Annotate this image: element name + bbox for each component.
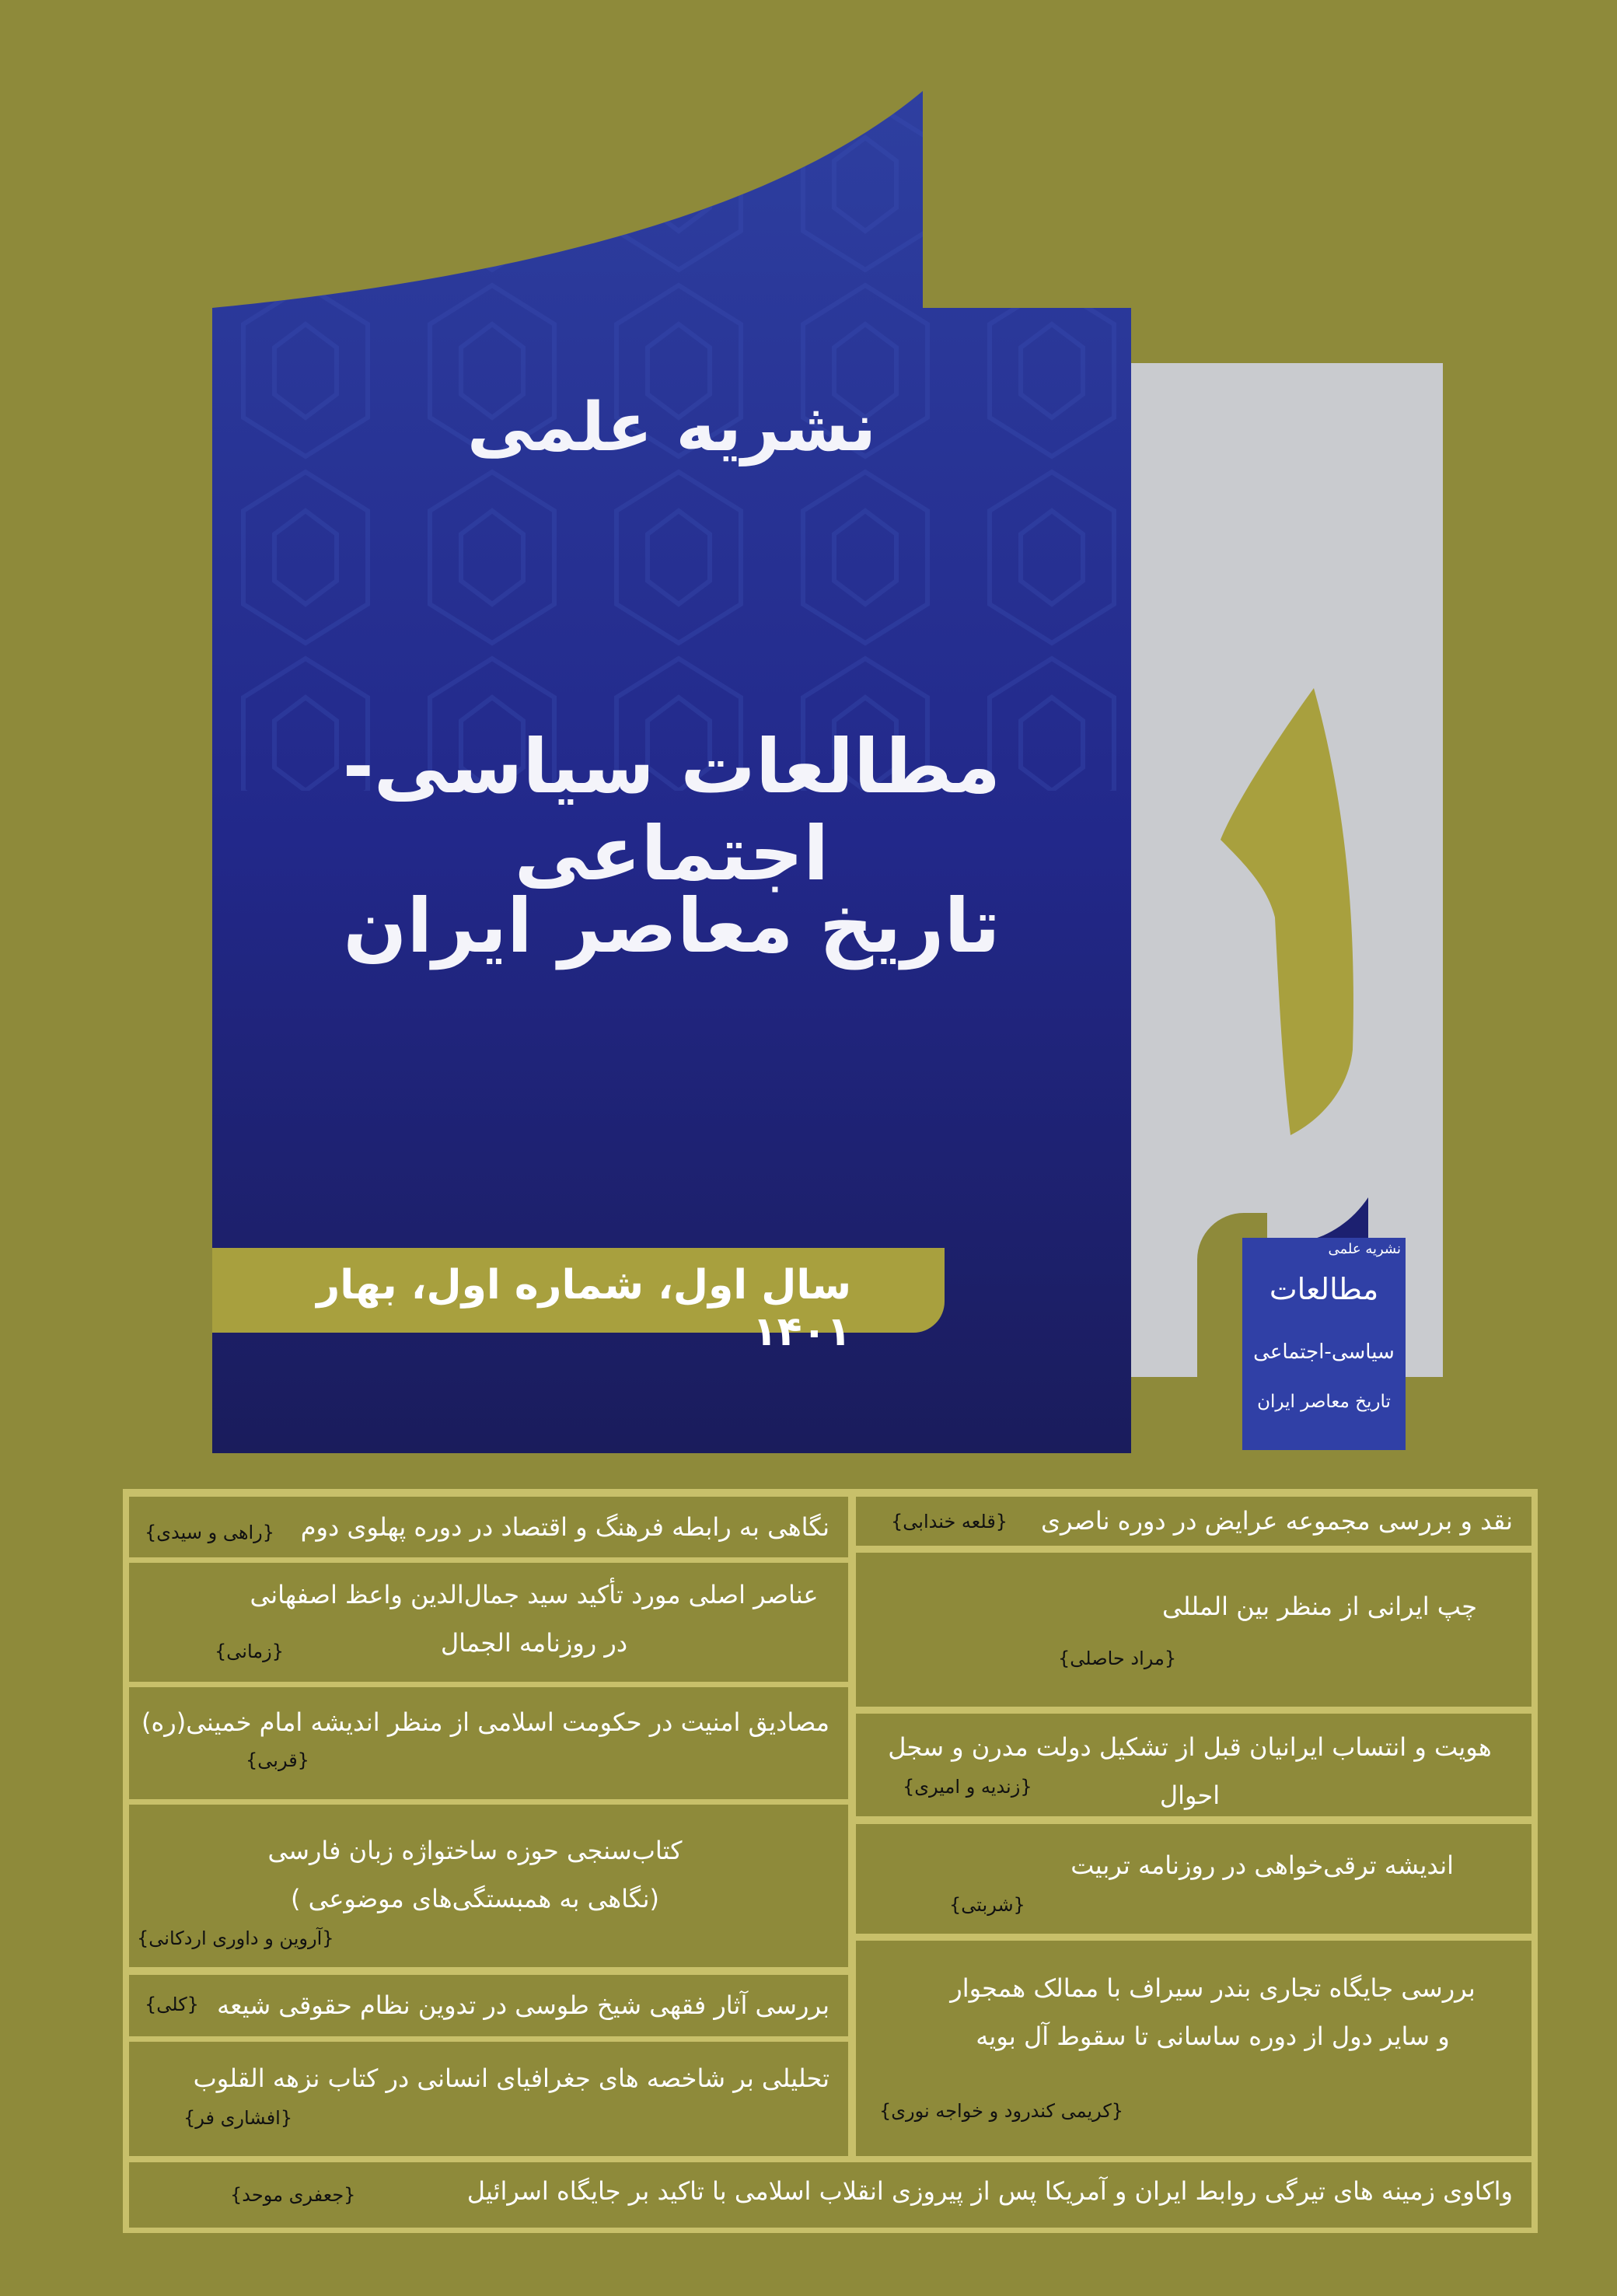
article-title: بررسی آثار فقهی شیخ طوسی در تدوین نظام حقوقی شیعه [217, 1990, 829, 2020]
article-item [856, 1497, 1531, 1546]
article-title: نگاهی به رابطه فرهنگ و اقتصاد در دوره پهلوی دوم [300, 1512, 829, 1542]
article-title: بررسی جایگاه تجاری بندر سیراف با ممالک همجوار و سایر دول از دوره ساسانی تا سقوط آل بویه [950, 1973, 1476, 2051]
cover-kicker: نشریه علمی [466, 389, 877, 467]
table-of-contents [123, 1489, 1538, 2233]
article-author: {زمانی} [215, 1641, 284, 1662]
cover-title-line1: مطالعات سیاسی-اجتماعی [342, 723, 1001, 897]
article-item [129, 2162, 1531, 2228]
article-title: اندیشه ترقی‌خواهی در روزنامه تربیت [1070, 1850, 1454, 1880]
article-author: {افشاری فر} [183, 2107, 293, 2129]
article-title: واکاوی زمینه های تیرگی روابط ایران و آمریکا پس از پیروزی انقلاب اسلامی با تاکید بر جایگاه اسرائیل [466, 2176, 1513, 2206]
article-author: {زندیه و امیری} [903, 1776, 1032, 1798]
article-item [856, 1553, 1531, 1707]
article-title: هویت و انتساب ایرانیان قبل از تشکیل دولت مدرن و سجل احوال [888, 1732, 1492, 1810]
article-author: {راهی و سیدی} [145, 1522, 275, 1543]
article-author: {مراد حاصلی} [1058, 1648, 1177, 1669]
article-title: چپ ایرانی از منظر بین المللی [1162, 1592, 1477, 1621]
article-title: کتاب‌سنجی حوزه ساختواژه زبان فارسی (نگاهی به همبستگی‌های موضوعی ) [267, 1836, 683, 1913]
article-title: نقد و بررسی مجموعه عرایض در دوره ناصری [1040, 1506, 1513, 1536]
article-item [129, 1563, 848, 1682]
issue-banner [212, 1248, 945, 1355]
article-title: مصادیق امنیت در حکومت اسلامی از منظر اندیشه امام خمینی(ره) [141, 1707, 829, 1737]
article-author: {جعفری موحد} [230, 2184, 356, 2206]
article-item [129, 1687, 848, 1799]
article-author: {قلعه خندابی} [891, 1511, 1008, 1532]
article-item [856, 1824, 1531, 1934]
article-author: {کریمی کندرود و خواجه نوری} [879, 2100, 1124, 2122]
article-item [129, 1805, 848, 1967]
article-item [856, 1941, 1531, 2156]
article-item [129, 1497, 848, 1557]
article-author: {کلی} [145, 1994, 199, 2015]
mini-cover-line1: مطالعات [1269, 1272, 1379, 1306]
mini-cover-line2: سیاسی-اجتماعی [1253, 1340, 1395, 1364]
article-author: {قربی} [246, 1749, 309, 1771]
cover-title-line2: تاریخ معاصر ایران [343, 882, 1001, 970]
article-item [129, 2042, 848, 2156]
mini-cover-line3: تاریخ معاصر ایران [1257, 1392, 1391, 1412]
mini-cover [1242, 1238, 1406, 1450]
issue-number-numeral [1213, 684, 1360, 1143]
article-author: {شربتی} [949, 1894, 1025, 1916]
article-title: عناصر اصلی مورد تأکید سید جمال‌الدین واعظ اصفهانی در روزنامه الجمال [250, 1580, 819, 1658]
mini-cover-kicker: نشریه علمی [1328, 1241, 1401, 1257]
issue-text: سال اول، شماره اول، بهار ۱۴۰۱ [316, 1262, 851, 1355]
article-item [856, 1714, 1531, 1816]
mini-cover-flap [1306, 1197, 1368, 1244]
article-item [129, 1975, 848, 2036]
article-author: {آروین و داوری اردکانی} [137, 1927, 334, 1949]
article-title: تحلیلی بر شاخصه های جغرافیای انسانی در کتاب نزهه القلوب [193, 2064, 829, 2093]
